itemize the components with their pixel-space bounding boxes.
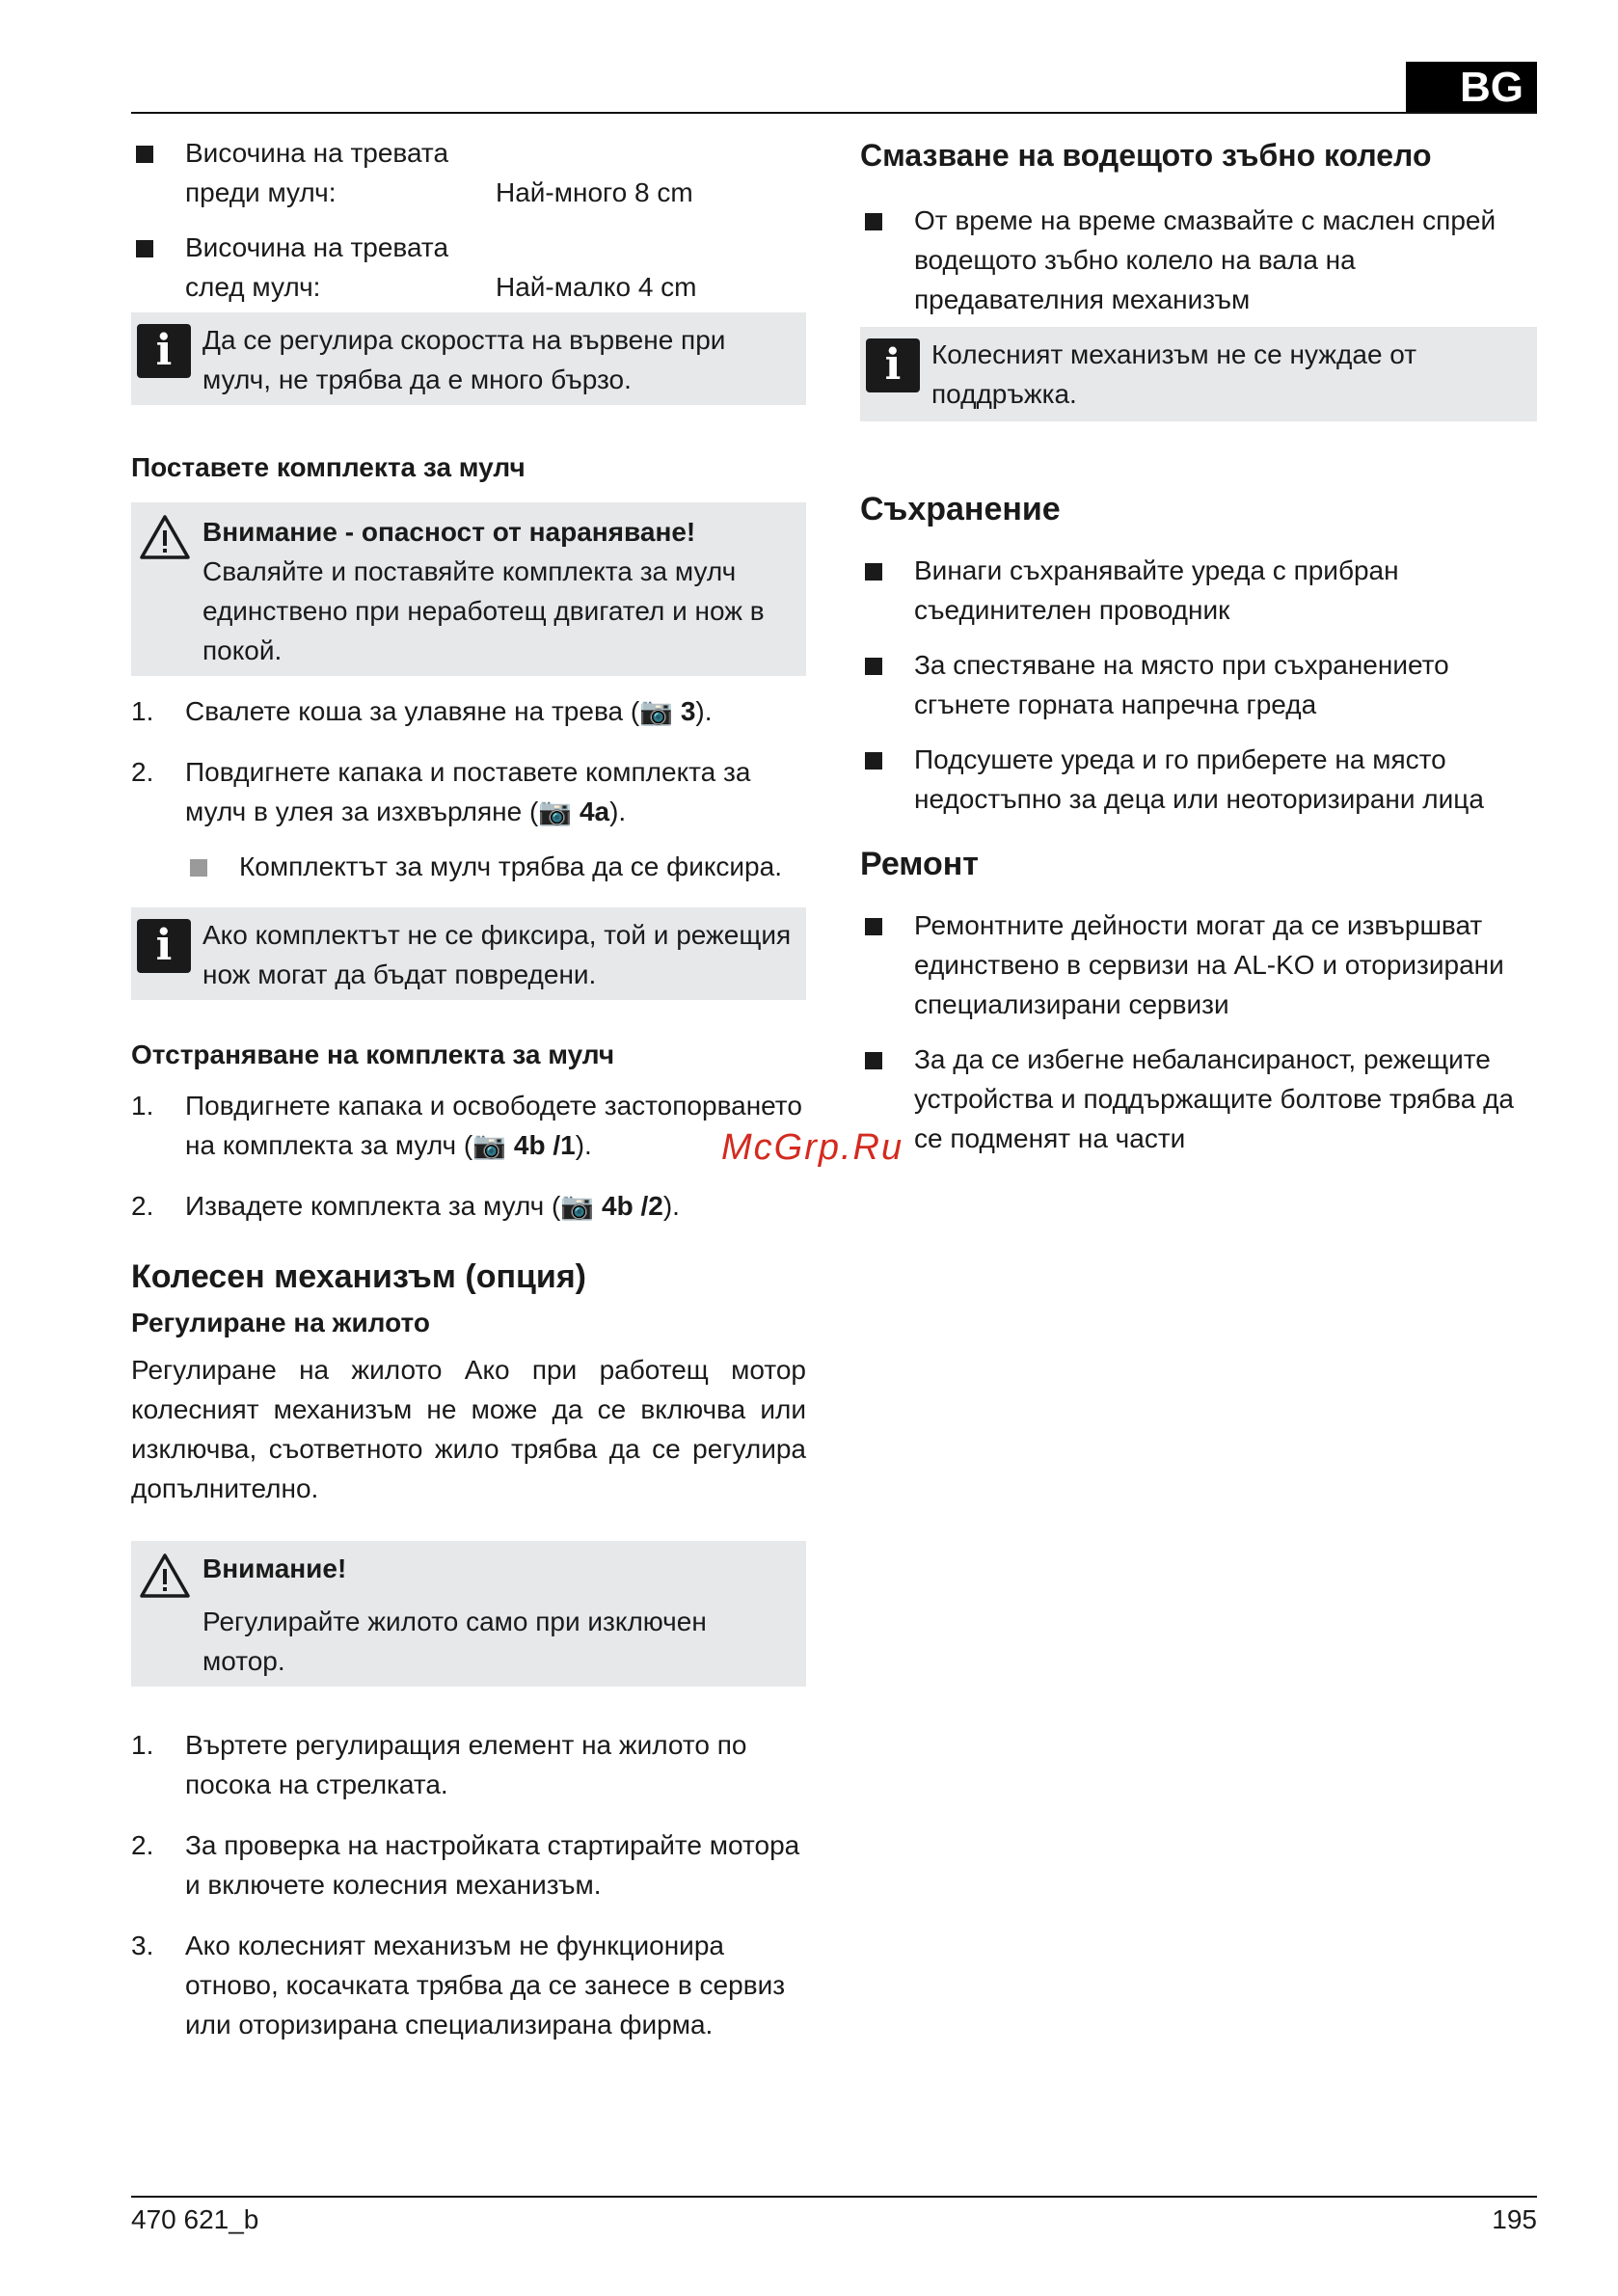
footer-rule [131,2196,1537,2198]
step-text-end: ). [662,1191,680,1221]
bullet-square-icon [136,240,153,257]
figure-ref: 4a [579,797,610,826]
remove-mulch-heading: Отстраняване на комплекта за мулч [131,1040,615,1069]
step-number: 1. [131,696,154,726]
spec-value: Най-много 8 cm [496,177,693,207]
step-number: 2. [131,1191,154,1221]
step-text: Извадете комплекта за мулч ( [185,1191,561,1221]
figure-ref: 4b /2 [602,1191,663,1221]
bullet-square-icon [865,918,882,935]
step-item [131,1186,806,1226]
spec-label: преди мулч: [185,177,337,207]
camera-icon: 📷 [560,1191,595,1221]
bullet-square-icon [865,752,882,770]
note-text: Да се регулира скоростта на вървене при мулч, не трябва да е много бързо. [202,325,726,394]
step-item [131,1926,806,2044]
bullet-square-icon [865,563,882,581]
wheel-drive-heading: Колесен механизъм (опция) [131,1258,586,1295]
spec-item [131,133,806,212]
step-number: 1. [131,1730,154,1760]
language-badge: BG [1406,62,1537,114]
step-text-end: ). [695,696,713,726]
figure-ref: 4b /1 [513,1130,576,1160]
step-item [131,1086,806,1165]
warning-note-injury [131,502,806,676]
step-item [131,752,806,831]
step-text-end: ). [609,797,627,826]
step-text: Свалете коша за улавяне на трева ( [185,696,640,726]
insert-mulch-heading: Поставете комплекта за мулч [131,452,526,482]
info-icon: i [137,919,191,973]
info-note-speed [131,312,806,405]
storage-heading: Съхранение [860,491,1061,527]
storage-item [860,740,1537,819]
warning-title: Внимание - опасност от нараняване! [202,517,696,547]
warning-title: Внимание! [202,1553,347,1583]
sub-step-item [185,847,806,886]
info-icon: i [866,338,920,392]
storage-item [860,551,1537,630]
right-column [860,133,1537,1158]
step-number: 1. [131,1091,154,1121]
document-id: 470 621_b [131,2204,259,2234]
warning-note-motor [131,1541,806,1687]
repair-item [860,1040,1537,1158]
lubrication-item [860,201,1537,319]
figure-ref: 3 [680,696,696,726]
note-text: Ако комплектът не се фиксира, той и режещия нож могат да бъдат повредени. [202,920,792,989]
bullet-square-icon [190,859,207,877]
note-text: Колесният механизъм не се нуждае от поддръжка. [931,339,1417,409]
storage-item [860,645,1537,724]
left-column [131,133,806,2044]
info-note-fix [131,907,806,1000]
header-rule [131,112,1537,114]
bullet-text: Винаги съхранявайте уреда с прибран съединителен проводник [914,555,1399,625]
bullet-square-icon [136,146,153,163]
step-number: 2. [131,757,154,787]
step-number: 2. [131,1830,154,1860]
page-number: 195 [1492,2204,1537,2234]
camera-icon: 📷 [472,1130,507,1160]
spec-label: Височина на тревата [185,138,449,168]
watermark-text: McGrp.Ru [721,1127,904,1168]
step-text-end: ). [575,1130,592,1160]
lubrication-heading: Смазване на водещото зъбно колело [860,138,1432,173]
bullet-square-icon [865,1052,882,1069]
cable-adjust-text: Регулиране на жилото Ако при работещ мотор колесният механизъм не може да се включва или изключва, съответното жило трябва да се регулира допълнително. [131,1355,806,1503]
info-icon: i [137,324,191,378]
info-note-maintenance [860,327,1537,421]
bullet-text: Ремонтните дейности могат да се извършват единствено в сервизи на AL-KO и оторизирани специализирани сервизи [914,910,1504,1019]
bullet-square-icon [865,213,882,230]
step-text: Повдигнете капака и поставете комплекта за мулч в улея за изхвърляне ( [185,757,751,826]
camera-icon: 📷 [538,797,573,826]
camera-icon: 📷 [639,696,674,726]
bullet-text: Подсушете уреда и го приберете на място недостъпно за деца или неоторизирани лица [914,744,1484,814]
step-item [131,691,806,731]
bullet-square-icon [865,658,882,675]
bullet-text: За да се избегне небалансираност, режещите устройства и поддържащите болтове трябва да се подменят на части [914,1044,1514,1153]
step-item [131,1825,806,1904]
step-text: Въртете регулиращия елемент на жилото по посока на стрелката. [185,1730,747,1799]
step-text: За проверка на настройката стартирайте мотора и включете колесния механизъм. [185,1830,800,1900]
repair-heading: Ремонт [860,846,979,882]
step-number: 3. [131,1931,154,1960]
repair-item [860,905,1537,1024]
step-text: Повдигнете капака и освободете застопорването на комплекта за мулч ( [185,1091,802,1160]
sub-step-text: Комплектът за мулч трябва да се фиксира. [239,851,782,881]
spec-value: Най-малко 4 cm [496,272,697,302]
step-text: Ако колесният механизъм не функционира отново, косачката трябва да се занесе в сервиз или оторизирана специализирана фирма. [185,1931,786,2039]
spec-item [131,228,806,307]
bullet-text: От време на време смазвайте с маслен спрей водещото зъбно колело на вала на предавателния механизъм [914,205,1497,314]
warning-text: Сваляйте и поставяйте комплекта за мулч единствено при неработещ двигател и нож в покой. [202,556,765,665]
step-item [131,1725,806,1804]
bullet-text: За спестяване на място при съхранението сгънете горната напречна греда [914,650,1449,719]
spec-label: след мулч: [185,272,321,302]
warning-text: Регулирайте жилото само при изключен мотор. [202,1607,707,1676]
cable-adjust-heading: Регулиране на жилото [131,1308,430,1337]
warning-triangle-icon [139,514,191,560]
spec-label: Височина на тревата [185,232,449,262]
warning-triangle-icon [139,1553,191,1599]
